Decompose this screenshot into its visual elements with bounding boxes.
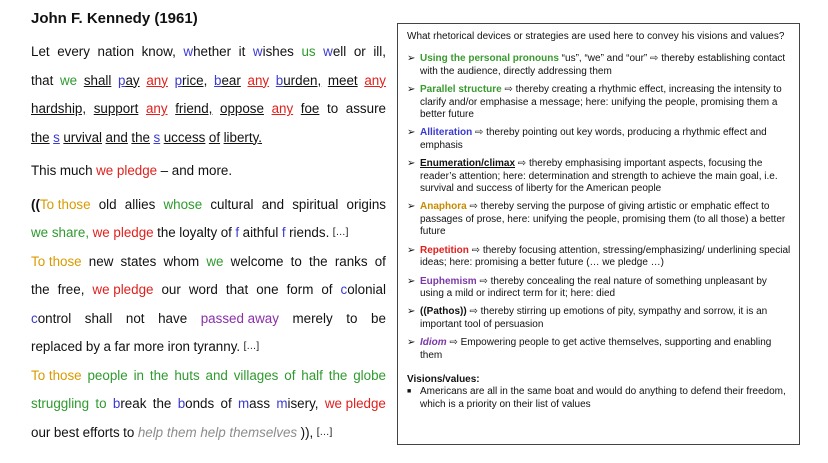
device-list [407,53,791,362]
speech-line [31,333,386,362]
speech-word: we share, [31,225,90,240]
speech-word: one [256,282,279,297]
speech-word: tyranny. [193,339,241,354]
speech-word: of [220,396,232,411]
device-term: Alliteration [420,127,473,139]
device-description [420,337,791,362]
speech-letter-group: w [323,44,333,59]
arrow-bullet-icon: ➢ [407,84,416,96]
speech-line [31,390,386,419]
speech-word: not [125,310,145,326]
speech-line [31,419,386,448]
speech-letter-group: m [276,396,288,411]
speech-word: to [95,396,107,411]
speech-word: – and more. [160,163,233,178]
device-explanation: “us”, “we” and “our” ⇨ thereby establishing contact with the audience, directly addressing them [420,53,786,77]
speech-letter-group: urvival [63,129,103,145]
speech-word: shall [83,72,112,88]
speech-letter-group: s [53,129,60,145]
speech-word [323,38,346,67]
device-explanation: ⇨ Empowering people to get active themselves, supporting and enabling them [420,337,772,361]
device-description [420,84,791,121]
speech-word: the [157,225,176,240]
square-bullet-icon: ■ [407,388,412,396]
speech-line [31,38,386,67]
device-description [420,276,791,301]
speech-word [113,390,147,419]
speech-punct: (( [31,196,40,212]
speech-letter-group: m [238,396,250,411]
speech-word: of [374,253,386,269]
analysis-question: What rhetorical devices or strategies are used here to convey his visions and values? [407,31,785,42]
speech-word [31,305,71,334]
speech-word [235,219,278,248]
speech-word: any [271,101,294,116]
speech-word: globe [353,367,386,383]
speech-word: our [31,424,51,440]
speech-word [53,124,102,153]
speech-word: assure [345,101,386,116]
speech-word: know, [141,44,176,59]
arrow-bullet-icon: ➢ [407,244,416,256]
speech-word [178,390,215,419]
speech-line [31,67,386,96]
speech-word: struggling [31,396,90,411]
device-explanation: ⇨ thereby focusing attention, stressing/emphasizing/ underlining special ideas; here: promising a better future (… we pledge …) [420,244,791,269]
speech-word: )), [300,424,314,440]
speech-word [118,67,140,96]
speech-word: we pledge [92,225,154,240]
speech-excerpt [31,38,386,447]
speech-word: allies [124,196,156,212]
speech-word: any [146,72,168,88]
speech-word: Let [31,44,50,59]
speech-word: huts [174,367,200,383]
speech-word: we pledge [92,282,154,297]
visions-list [407,386,791,411]
speech-letter-group: ishes [262,44,294,59]
speech-line [31,191,386,220]
speech-word: welcome [230,253,284,269]
speech-letter-group: ear [221,72,241,88]
speech-word: cultural [210,196,254,212]
speech-letter-group: onds [185,396,215,411]
speech-letter-group: aithful [242,225,279,240]
arrow-bullet-icon: ➢ [407,158,416,170]
speech-word: of [284,367,296,383]
speech-letter-group: ay [125,72,140,88]
device-explanation: ⇨ thereby stirring up emotions of pity, sympathy and sorrow, it is an important tool of persuasion [420,306,768,330]
speech-word: by [85,339,101,354]
speech-word: iron [167,339,190,354]
speech-word: the [328,367,348,383]
speech-word: […] [243,341,260,352]
speech-word: meet [327,72,358,88]
device-item [407,201,791,238]
device-explanation: ⇨ thereby serving the purpose of giving artistic or emphatic effect to passages of prose, here: unifying the people, promising them (to all those) a better future [420,201,786,238]
speech-word: or [353,44,366,59]
speech-word: us [301,44,316,59]
speech-word: any [247,72,270,88]
speech-word: any [145,101,168,116]
speech-word [238,390,270,419]
speech-letter-group: uccess [163,129,206,145]
speech-word: be [371,310,386,326]
device-item [407,127,791,152]
speech-word: in [133,367,144,383]
speech-line [31,219,386,248]
speech-word: […] [316,426,333,438]
speech-letter-group: riends. [289,225,330,240]
speech-word: to [327,101,339,116]
device-explanation: ⇨ thereby concealing the real nature of something unpleasant by using a mild or indirect term for it; here: died [420,275,767,299]
arrow-bullet-icon: ➢ [407,127,416,139]
speech-word: the [31,129,50,145]
speech-word: of [220,225,232,240]
speech-word: ill, [373,44,386,59]
device-item [407,84,791,121]
device-term: Repetition [420,244,469,256]
speech-word: spiritual [292,196,339,212]
device-explanation: ⇨ thereby pointing out key words, producing a rhythmic effect and emphasis [420,127,767,151]
speech-word: it [238,44,246,59]
speech-word: and [105,129,128,145]
speech-line [31,305,386,334]
device-term: Parallel structure [420,84,502,96]
speech-line [31,248,386,277]
speech-word: To those [31,253,82,269]
device-item [407,53,791,78]
speech-word [183,38,231,67]
vision-item [407,386,791,411]
speech-line [31,95,386,124]
speech-word: we pledge [96,163,158,178]
speech-word: help them help themselves [137,424,298,440]
speech-word: half [301,367,323,383]
speech-letter-group: f [235,225,240,240]
speech-word: foe [300,101,320,116]
speech-letter-group: p [174,72,183,88]
vision-text: Americans are all in the same boat and would do anything to defend their freedom, which is a priority on their list of values [420,386,786,410]
speech-letter-group: b [275,72,284,88]
document-title: John F. Kennedy (1961) [31,10,198,27]
device-item [407,158,791,195]
speech-word: word [188,282,218,297]
speech-word: the [31,282,50,297]
speech-letter-group: olonial [347,282,386,297]
speech-word: states [120,253,157,269]
device-description [420,127,791,152]
speech-word: replaced [31,339,83,354]
speech-word: liberty. [223,129,263,145]
speech-word: new [88,253,114,269]
speech-word: people [87,367,128,383]
speech-word: best [53,424,80,440]
speech-word: and [261,196,285,212]
speech-word: that [31,72,54,88]
speech-word: have [158,310,188,326]
speech-word [175,67,208,96]
speech-letter-group: isery, [287,396,319,411]
speech-letter-group: b [177,396,186,411]
speech-letter-group: c [340,282,348,297]
speech-word: […] [332,227,349,238]
speech-word: passed away [200,310,279,326]
analysis-box [397,23,800,445]
speech-word [253,38,294,67]
speech-letter-group: reak [120,396,147,411]
speech-word: we [206,253,224,269]
speech-word [276,67,321,96]
speech-word [214,67,241,96]
speech-letter-group: ass [249,396,271,411]
speech-word [31,191,91,220]
arrow-bullet-icon: ➢ [407,306,416,318]
speech-line [31,362,386,391]
speech-word: much [59,163,93,178]
device-description [420,245,791,270]
speech-letter-group: urden, [283,72,322,88]
speech-word: loyalty [179,225,218,240]
speech-word: support [93,101,139,116]
speech-word: and [205,367,228,383]
arrow-bullet-icon: ➢ [407,275,416,287]
speech-word [282,219,329,248]
speech-line [31,276,386,305]
device-item [407,245,791,270]
speech-word: the [152,396,172,411]
speech-word: to [123,424,135,440]
device-item [407,306,791,331]
speech-word: that [225,282,249,297]
device-term: Euphemism [420,275,477,287]
speech-letter-group: b [112,396,121,411]
speech-word: every [57,44,90,59]
speech-word: we pledge [324,396,386,411]
device-item [407,337,791,362]
arrow-bullet-icon: ➢ [407,337,416,349]
speech-word: oppose [220,101,264,116]
speech-letter-group: hether [193,44,232,59]
speech-word: a [103,339,111,354]
speech-word: more [133,339,165,354]
speech-word: To those [31,367,82,383]
device-term: Idiom [420,337,447,349]
speech-word: far [114,339,131,354]
speech-word: the [309,253,328,269]
device-term: Enumeration/climax [420,158,516,170]
speech-word: ranks [334,253,368,269]
speech-punct: . [258,129,263,145]
speech-word: to [290,253,302,269]
arrow-bullet-icon: ➢ [407,53,416,65]
device-term: ((Pathos)) [420,306,467,318]
speech-word: old [98,196,117,212]
speech-word: we [60,72,78,88]
speech-letter-group: b [214,72,222,88]
device-description [420,158,791,195]
speech-letter-group: ontrol [37,310,72,326]
speech-word: to [346,310,358,326]
device-term: Anaphora [420,201,467,213]
speech-word: of [208,129,221,145]
device-item [407,276,791,301]
speech-line [31,124,386,153]
speech-word: free, [57,282,85,297]
speech-word: of [321,282,333,297]
speech-letter-group: s [153,129,161,145]
speech-letter-group: ell [332,44,347,59]
speech-word: the [131,129,150,145]
speech-word: whose [163,196,203,212]
speech-word: merely [292,310,333,326]
speech-word: hardship, [31,101,87,116]
speech-word: This [31,163,57,178]
speech-word: friend, [175,101,213,116]
speech-letter-group: w [183,44,194,59]
device-description [420,53,791,78]
speech-letter-group: rice, [182,72,208,88]
speech-word [154,124,206,153]
device-description [420,306,791,331]
speech-word: origins [346,196,386,212]
speech-letter-group: w [252,44,263,59]
speech-letter-group: To those [39,196,91,212]
speech-word: any [364,72,386,88]
speech-word [341,276,386,305]
speech-word: efforts [82,424,120,440]
speech-letter-group: p [118,72,126,88]
speech-word: whom [163,253,200,269]
arrow-bullet-icon: ➢ [407,201,416,213]
visions-title: Visions/values: [407,373,480,385]
device-description [420,201,791,238]
speech-word: nation [97,44,135,59]
speech-line [31,157,386,186]
device-explanation: ⇨ thereby emphasising important aspects, focusing the reader’s attention; here: determination and strength to achieve the main goal, i.e. survival and success of liberty for the American people [420,158,778,195]
speech-letter-group: f [281,225,286,240]
speech-word: our [161,282,181,297]
device-term: Using the personal pronouns [420,53,559,65]
speech-word: villages [233,367,279,383]
speech-letter-group: c [31,310,38,326]
device-explanation: ⇨ thereby creating a rhythmic effect, increasing the intensity to clarify and/or emphasise a message; here: unifying the people, promising them a better future [420,84,782,121]
speech-word: shall [84,310,113,326]
speech-word: the [149,367,169,383]
speech-word [276,390,318,419]
speech-word: form [286,282,314,297]
